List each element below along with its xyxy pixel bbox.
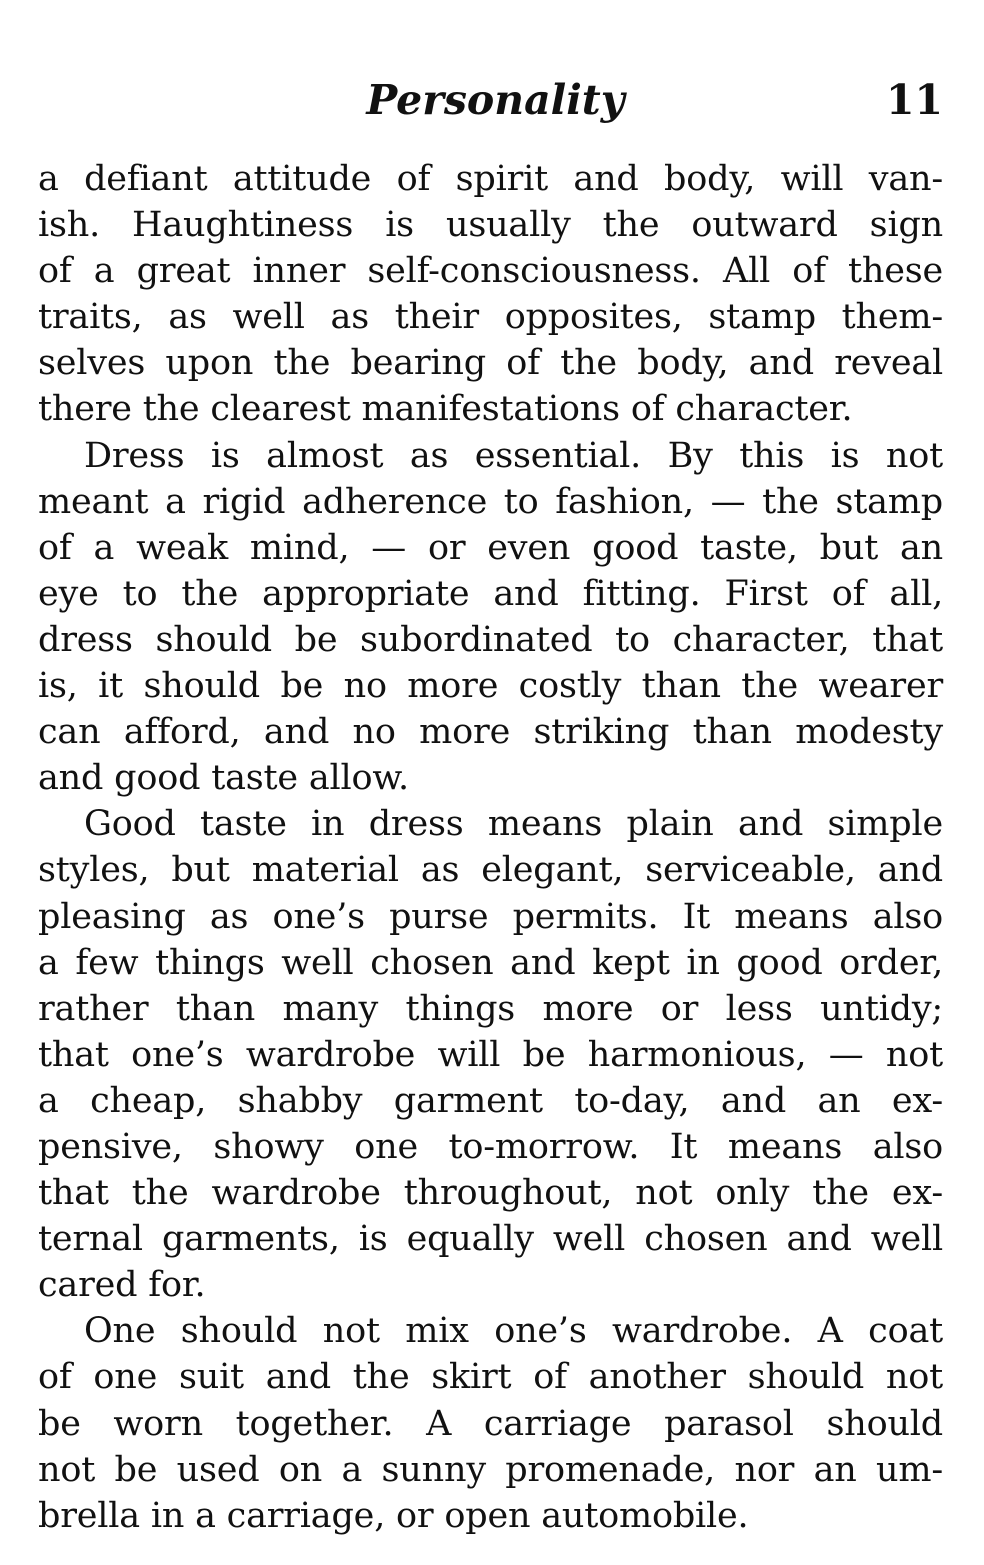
text-line: pensive, showy one to-morrow. It means also (38, 1126, 943, 1167)
text-line: of one suit and the skirt of another should not (38, 1357, 943, 1398)
text-line: a cheap, shabby garment to-day, and an ex- (38, 1080, 943, 1121)
text-line: rather than many things more or less untidy; (38, 988, 943, 1029)
text-line: that the wardrobe throughout, not only the ex- (38, 1173, 943, 1214)
text-line: a few things well chosen and kept in good order, (38, 942, 943, 983)
running-title: Personality (366, 76, 625, 124)
text-line: cared for. (38, 1265, 206, 1306)
text-line: of a weak mind, — or even good taste, but an (38, 527, 943, 568)
running-head (38, 70, 943, 130)
text-line: Dress is almost as essential. By this is not (84, 435, 943, 476)
text-line: dress should be subordinated to character, that (38, 619, 943, 660)
text-line: a defiant attitude of spirit and body, will van- (38, 159, 943, 199)
text-line: can afford, and no more striking than modesty (38, 712, 943, 753)
text-line: Good taste in dress means plain and simple (84, 804, 943, 845)
text-line: brella in a carriage, or open automobile. (38, 1495, 749, 1536)
text-line: and good taste allow. (38, 758, 409, 799)
text-line: ternal garments, is equally well chosen and well (38, 1219, 943, 1260)
text-line: be worn together. A carriage parasol should (38, 1403, 943, 1444)
body-text (38, 156, 943, 1539)
text-line: traits, as well as their opposites, stamp them- (38, 297, 943, 338)
text-line: that one’s wardrobe will be harmonious, — not (38, 1034, 943, 1075)
text-line: there the clearest manifestations of character. (38, 389, 853, 430)
text-line: pleasing as one’s purse permits. It means also (38, 896, 943, 937)
text-line: One should not mix one’s wardrobe. A coat (84, 1311, 943, 1352)
text-line: of a great inner self-consciousness. All of these (38, 251, 943, 292)
text-line: meant a rigid adherence to fashion, — the stamp (38, 481, 943, 522)
text-line: ish. Haughtiness is usually the outward sign (38, 205, 943, 246)
text-line: styles, but material as elegant, serviceable, and (38, 850, 943, 891)
page-number: 11 (885, 76, 943, 124)
text-line: eye to the appropriate and fitting. First of all, (38, 573, 943, 614)
text-line: selves upon the bearing of the body, and reveal (38, 343, 943, 384)
text-line: is, it should be no more costly than the wearer (38, 666, 943, 707)
text-line: not be used on a sunny promenade, nor an um- (38, 1449, 943, 1490)
